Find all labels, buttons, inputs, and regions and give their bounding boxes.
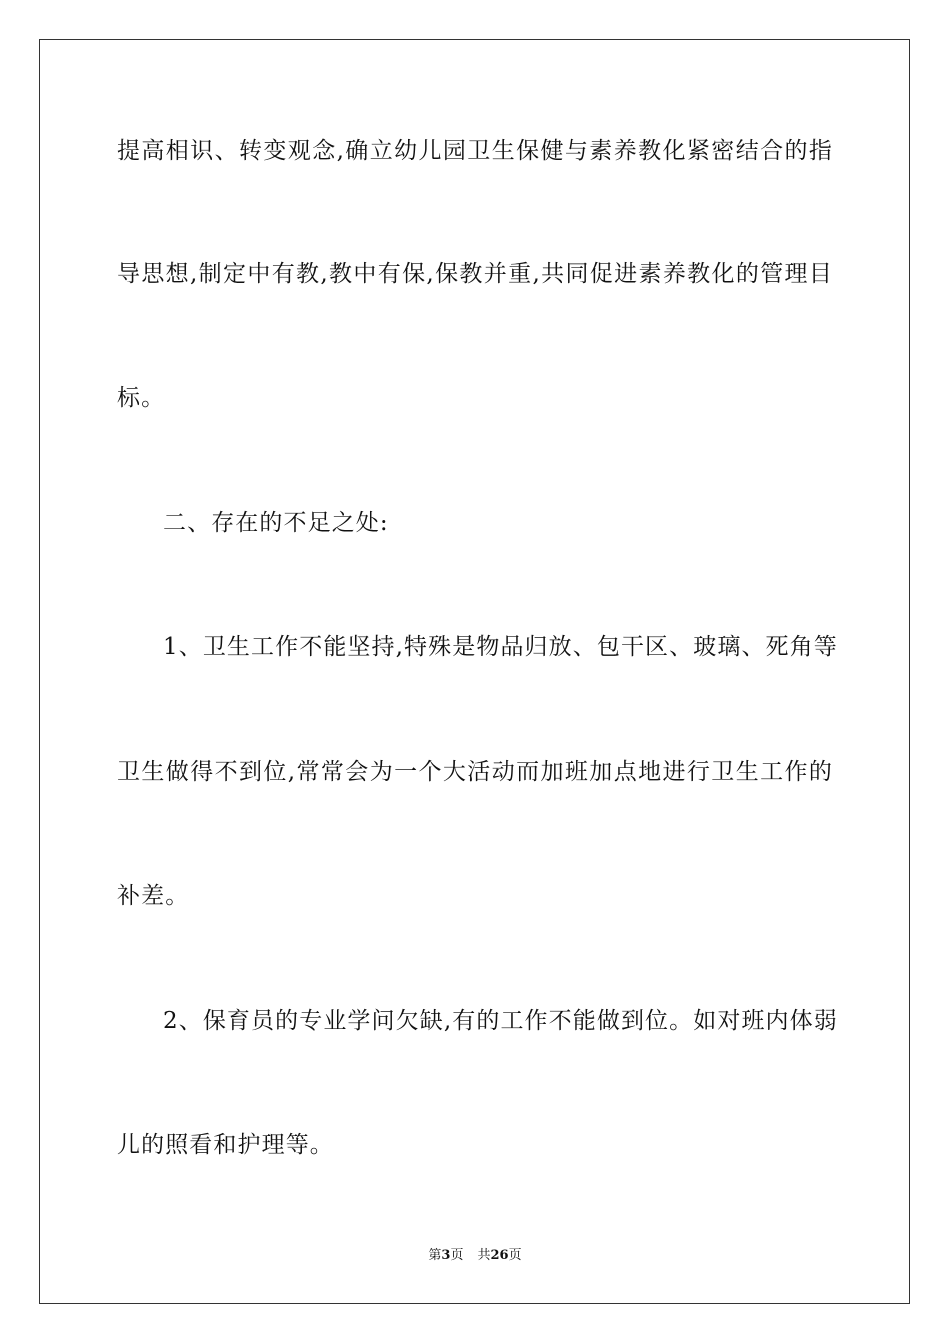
page-border: [39, 39, 910, 1304]
paragraph-2-line-1: 1、卫生工作不能坚持,特殊是物品归放、包干区、玻璃、死角等: [163, 634, 838, 660]
paragraph-3-line-1: 2、保育员的专业学问欠缺,有的工作不能做到位。如对班内体弱: [163, 1008, 838, 1034]
footer-page-prefix: 第: [428, 1248, 442, 1263]
section-heading-shortcomings: 二、存在的不足之处:: [163, 510, 389, 536]
paragraph-1-line-3: 标。: [117, 385, 166, 411]
footer-page-number: 3: [441, 1248, 451, 1263]
footer-total-suffix: 页: [508, 1248, 522, 1263]
paragraph-2-line-3: 补差。: [117, 883, 190, 909]
page-footer: [0, 1247, 950, 1265]
paragraph-3-line-2: 儿的照看和护理等。: [117, 1132, 334, 1158]
paragraph-2-line-2: 卫生做得不到位,常常会为一个大活动而加班加点地进行卫生工作的: [117, 759, 833, 785]
footer-page-suffix: 页: [450, 1248, 464, 1263]
paragraph-1-line-1: 提高相识、转变观念,确立幼儿园卫生保健与素养教化紧密结合的指: [117, 138, 833, 164]
footer-total-pages: 26: [490, 1248, 509, 1263]
paragraph-1-line-2: 导思想,制定中有教,教中有保,保教并重,共同促进素养教化的管理目: [117, 261, 833, 287]
footer-total-prefix: 共: [477, 1248, 491, 1263]
